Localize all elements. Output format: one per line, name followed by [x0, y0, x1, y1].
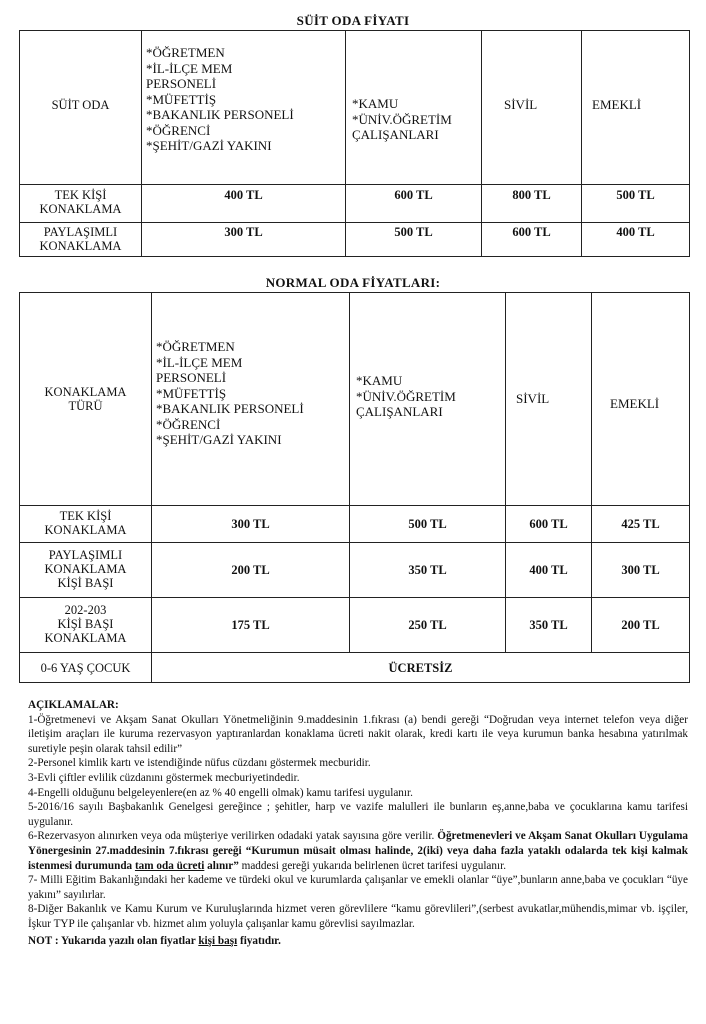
suite-row-header: SÜİT ODA: [20, 31, 142, 185]
suite-price-cell: 400 TL: [582, 223, 690, 257]
child-row-label: 0-6 YAŞ ÇOCUK: [20, 653, 152, 683]
note-item: 2-Personel kimlik kartı ve istendiğinde nüfus cüzdanı göstermek mecburidir.: [28, 757, 371, 770]
normal-price-cell: 350 TL: [506, 598, 592, 653]
suite-price-cell: 500 TL: [346, 223, 482, 257]
normal-price-cell: 200 TL: [592, 598, 690, 653]
category-line: *MÜFETTİŞ: [156, 385, 227, 401]
category-line: *BAKANLIK PERSONELİ: [146, 107, 294, 122]
notes-section: [28, 698, 688, 948]
normal-price-cell: 300 TL: [592, 543, 690, 598]
suite-sivil-header: SİVİL: [482, 31, 582, 185]
normal-sivil-header: SİVİL: [506, 293, 592, 506]
suite-price-cell: 600 TL: [482, 223, 582, 257]
note-item: 6-Rezervasyon alınırken veya oda müşteriye verilirken odadaki yatak sayısına göre verilir. Öğretmenevleri ve Akşam Sanat Okulları Uygulama Yönergesinin 27.maddesinin 7.fıkrası gereği “Kurumun müsait olması halinde, 2(iki) veya daha fazla yataklı odalarda tek kişi kalmak istenmesi durumunda tam oda ücreti alınır” maddesi gereği yukarıda belirlenen ücret tarifesi uygulanır.: [28, 830, 688, 872]
normal-category-cell: [152, 293, 350, 506]
normal-price-cell: 350 TL: [350, 543, 506, 598]
category-line: *ÖĞRETMEN: [146, 45, 225, 60]
suite-price-cell: 500 TL: [582, 185, 690, 223]
normal-price-cell: 425 TL: [592, 506, 690, 543]
suite-table-title: SÜİT ODA FİYATI: [296, 13, 410, 28]
note-item: 8-Diğer Bakanlık ve Kamu Kurum ve Kuruluşlarında hizmet veren görevlilere “kamu görevlileri”,(serbest avukatlar,mühendis,mimar vb. işçiler, İşkur TYP ile çalışanlar vb. hizmet alım yoluyla çalışanlar kamu görevlisi sayılmazlar.: [28, 903, 688, 930]
normal-row-label: 202-203 KİŞİ BAŞI KONAKLAMA: [20, 598, 152, 653]
normal-price-cell: 200 TL: [152, 543, 350, 598]
normal-price-cell: 500 TL: [350, 506, 506, 543]
final-note: NOT : Yukarıda yazılı olan fiyatlar kişi başı fiyatıdır.: [28, 934, 281, 947]
normal-price-cell: 250 TL: [350, 598, 506, 653]
normal-emekli-header: EMEKLİ: [592, 293, 690, 506]
category-line: *ÖĞRENCİ: [146, 122, 211, 138]
suite-row-label: PAYLAŞIMLI KONAKLAMA: [20, 223, 142, 257]
normal-price-cell: 175 TL: [152, 598, 350, 653]
suite-price-cell: 600 TL: [346, 185, 482, 223]
normal-price-cell: 600 TL: [506, 506, 592, 543]
suite-price-cell: 800 TL: [482, 185, 582, 223]
suite-price-table: [19, 30, 690, 257]
suite-category-cell: [142, 31, 346, 185]
normal-kamu-header: *KAMU *ÜNİV.ÖĞRETİM ÇALIŞANLARI: [350, 293, 506, 506]
normal-price-cell: 400 TL: [506, 543, 592, 598]
child-free-cell: ÜCRETSİZ: [152, 653, 690, 683]
normal-row-header: KONAKLAMA TÜRÜ: [20, 293, 152, 506]
suite-price-cell: 400 TL: [142, 185, 346, 223]
category-line: PERSONELİ: [146, 76, 217, 91]
category-line: *ÖĞRETMEN: [156, 339, 235, 354]
category-line: *ŞEHİT/GAZİ YAKINI: [146, 138, 272, 153]
normal-row-label: PAYLAŞIMLI KONAKLAMA KİŞİ BAŞI: [20, 543, 152, 598]
category-line: *ŞEHİT/GAZİ YAKINI: [156, 432, 282, 447]
note-item: 1-Öğretmenevi ve Akşam Sanat Okulları Yönetmeliğinin 9.maddesinin 1.fıkrası (a) bendi gereği “Doğrudan veya internet telefon veya diğer iletişim araçları ile kuruma rezervasyon yaptıranlardan konaklama ücreti nakit olarak, kredi kartı ile veya kurumun banka hesabına yatırılmak suretiyle peşin olarak tahsil edilir”: [28, 713, 688, 755]
category-line: *BAKANLIK PERSONELİ: [156, 401, 304, 416]
category-line: *MÜFETTİŞ: [146, 91, 217, 107]
suite-kamu-header: *KAMU *ÜNİV.ÖĞRETİM ÇALIŞANLARI: [346, 31, 482, 185]
note-item: 7- Milli Eğitim Bakanlığındaki her kademe ve türdeki okul ve kurumlarda çalışanlar ve emekli olanlar “üye”,bunların anne,baba ve çocukları “üye yakını” sayılırlar.: [28, 874, 688, 901]
note-item: 5-2016/16 sayılı Başbakanlık Genelgesi gereğince ; şehitler, harp ve vazife malulleri ile bunların eş,anne,baba ve çocuklarına kamu tarifesi uygulanır.: [28, 801, 688, 828]
suite-price-cell: 300 TL: [142, 223, 346, 257]
category-line: PERSONELİ: [156, 370, 227, 385]
category-line: *İL-İLÇE MEM: [146, 60, 233, 76]
notes-header: AÇIKLAMALAR:: [28, 699, 119, 711]
normal-table-title: NORMAL ODA FİYATLARI:: [265, 275, 441, 290]
note-item: 3-Evli çiftler evlilik cüzdanını göstermek mecburiyetindedir.: [28, 771, 300, 784]
normal-row-label: TEK KİŞİ KONAKLAMA: [20, 506, 152, 543]
normal-price-table: [19, 292, 690, 683]
normal-price-cell: 300 TL: [152, 506, 350, 543]
note-item: 4-Engelli olduğunu belgeleyenlere(en az % 40 engelli olmak) kamu tarifesi uygulanır.: [28, 786, 413, 799]
suite-row-label: TEK KİŞİ KONAKLAMA: [20, 185, 142, 223]
category-line: *ÖĞRENCİ: [156, 416, 221, 432]
suite-emekli-header: EMEKLİ: [582, 31, 690, 185]
category-line: *İL-İLÇE MEM: [156, 354, 243, 370]
